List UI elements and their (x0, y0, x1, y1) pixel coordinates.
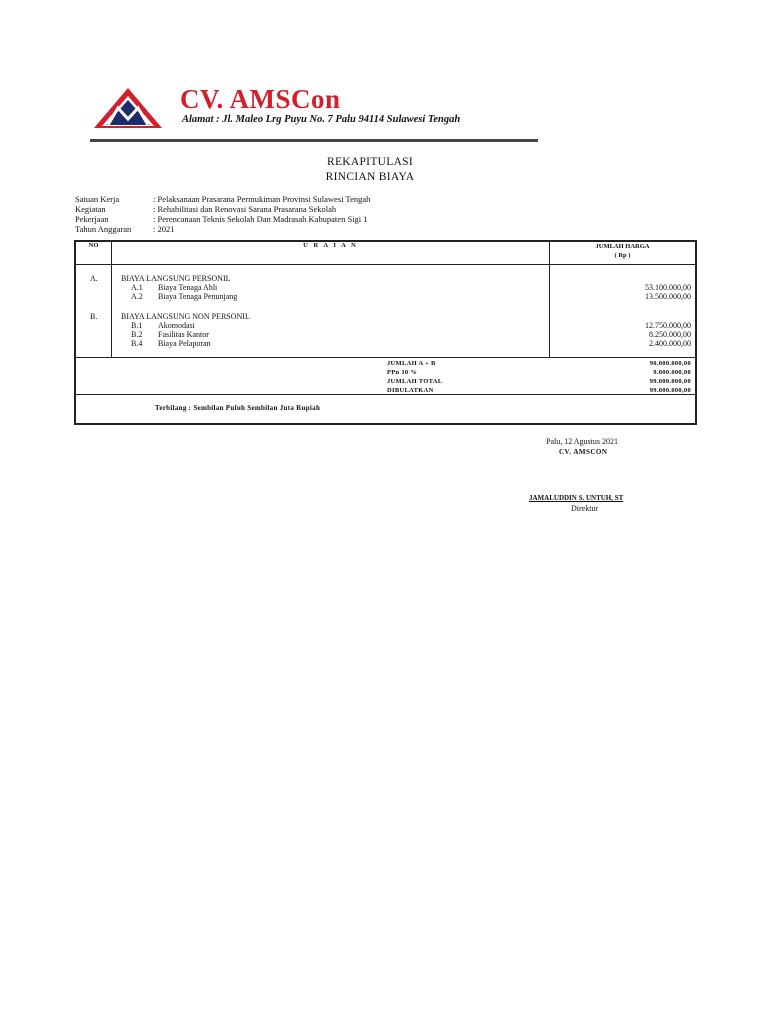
amount-column (550, 265, 697, 358)
signatory-position: Direktur (571, 504, 599, 513)
total-label: JUMLAH TOTAL (387, 378, 443, 385)
total-label: JUMLAH A + B (387, 360, 436, 367)
meta-label: Kegiatan (75, 204, 106, 214)
section-title: BIAYA LANGSUNG NON PERSONIL (121, 312, 250, 321)
header-uraian: U R A I A N (112, 241, 550, 265)
meta-row (75, 224, 370, 234)
item-code: A.2 (131, 292, 143, 301)
company-logo (92, 86, 164, 130)
uraian-column (112, 265, 550, 358)
total-amount: 99.000.000,00 (649, 378, 691, 385)
item-amount: 12.750.000,00 (645, 321, 691, 330)
meta-value: : 2021 (153, 224, 175, 234)
terbilang-row (75, 395, 696, 425)
total-label: DIBULATKAN (387, 387, 434, 394)
header-harga-line2: ( Rp ) (614, 252, 631, 259)
document-title: REKAPITULASI (326, 156, 413, 168)
total-label: PPn 10 % (387, 369, 418, 376)
item-code: B.2 (131, 330, 143, 339)
item-label: Biaya Tenaga Ahli (158, 283, 218, 292)
document-subtitle: RINCIAN BIAYA (325, 171, 415, 183)
section-title: BIAYA LANGSUNG PERSONIL (121, 274, 231, 283)
document-meta (75, 194, 370, 234)
item-label: Biaya Tenaga Penunjang (158, 292, 238, 301)
item-label: Akomodasi (158, 321, 195, 330)
section-no: B. (90, 312, 98, 321)
table-header-row (75, 241, 696, 265)
total-amount: 99.000.000,00 (649, 387, 691, 394)
meta-value: : Pelaksanaan Prasarana Permukiman Provinsi Sulawesi Tengah (153, 194, 371, 204)
meta-row (75, 204, 370, 214)
item-amount: 53.100.000,00 (645, 283, 691, 292)
company-address: Alamat : Jl. Maleo Lrg Puyu No. 7 Palu 94114 Sulawesi Tengah (182, 114, 461, 125)
meta-value: : Rehabilitasi dan Renovasi Sarana Prasarana Sekolah (153, 204, 337, 214)
item-amount: 13.500.000,00 (645, 292, 691, 301)
header-no: NO (75, 241, 112, 265)
signature-place-date: Palu, 12 Agustus 2021 (546, 437, 619, 446)
meta-label: Satuan Kerja (75, 194, 120, 204)
letterhead-divider (90, 139, 538, 142)
meta-row (75, 214, 370, 224)
header-jumlah-harga (550, 241, 697, 265)
item-amount: 2.400.000,00 (649, 339, 691, 348)
item-code: B.1 (131, 321, 143, 330)
company-name: CV. AMSCon (180, 84, 341, 114)
item-code: A.1 (131, 283, 143, 292)
totals-row (75, 358, 696, 395)
item-label: Biaya Pelaporan (158, 339, 211, 348)
terbilang-cell (75, 395, 696, 425)
meta-row (75, 194, 370, 204)
table-body-row (75, 265, 696, 358)
total-amount: 9.000.000,00 (653, 369, 691, 376)
item-code: B.4 (131, 339, 143, 348)
cost-recap-table (74, 240, 697, 425)
header-harga-line1: JUMLAH HARGA (595, 243, 650, 250)
signatory-name: JAMALUDDIN S. UNTUH, ST (529, 494, 624, 502)
signature-company: CV. AMSCON (559, 448, 608, 456)
item-label: Fasilitas Kantor (158, 330, 209, 339)
meta-value: : Perencanaan Teknis Sekolah Dan Madrasah Kabupaten Sigi 1 (153, 214, 368, 224)
item-amount: 8.250.000,00 (649, 330, 691, 339)
totals-cell (75, 358, 696, 395)
meta-label: Tahun Anggaran (75, 224, 132, 234)
total-amount: 90.000.000,00 (649, 360, 691, 367)
terbilang-text: Terbilang : Sembilan Puluh Sembilan Juta Rupiah (155, 404, 321, 412)
no-column (75, 265, 112, 358)
section-no: A. (90, 274, 98, 283)
meta-label: Pekerjaan (75, 214, 109, 224)
